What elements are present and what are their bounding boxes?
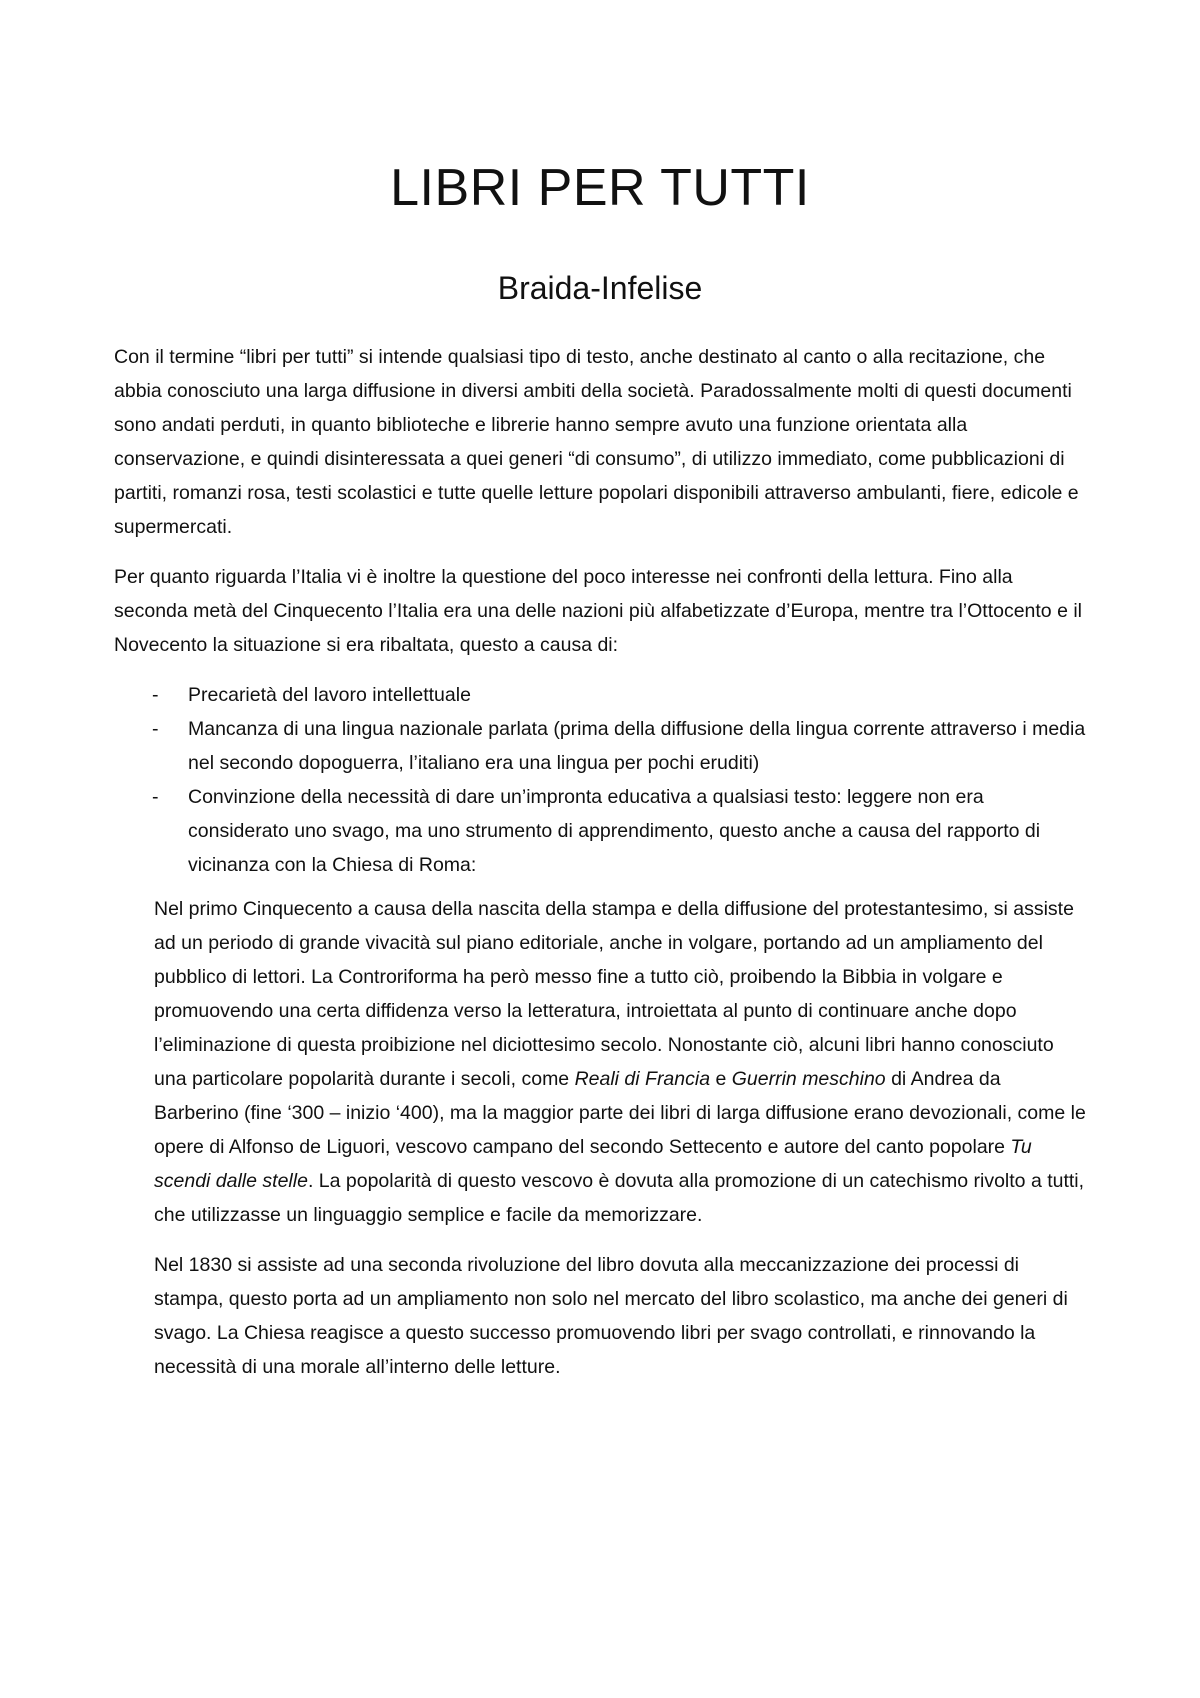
list-item-text: Convinzione della necessità di dare un’impronta educativa a qualsiasi testo: leggere non era considerato uno svago, ma uno strumento di apprendimento, questo anche a causa del rapporto di vicinanza con la Chiesa di Roma: [188, 786, 1041, 876]
list-item-text: Precarietà del lavoro intellettuale [188, 684, 471, 706]
paragraph-text: e [710, 1068, 732, 1090]
list-dash: - [152, 786, 159, 808]
book-title-italic: Guerrin meschino [731, 1068, 886, 1090]
paragraph-text: Nel primo Cinquecento a causa della nascita della stampa e della diffusione del protestantesimo, si assiste ad un periodo di grande vivacità sul piano editoriale, anche in volgare, portando ad un ampliamento del pubblico di lettori. La Controriforma ha però messo fine a tutto ciò, proibendo la Bibbia in volgare e promuovendo una certa diffidenza verso la letteratura, introiettata al punto di continuare anche dopo l’eliminazione di questa proibizione nel diciottesimo secolo. Nonostante ciò, alcuni libri hanno conosciuto una particolare popolarità durante i secoli, come [154, 898, 1074, 1090]
paragraph-intro: Con il termine “libri per tutti” si intende qualsiasi tipo di testo, anche destinato al canto o alla recitazione, che abbia conosciuto una larga diffusione in diversi ambiti della società. Paradossalmente molti di questi documenti sono andati perduti, in quanto biblioteche e librerie hanno sempre avuto una funzione orientata alla conservazione, e quindi disinteressata a quei generi “di consumo”, di utilizzo immediato, come pubblicazioni di partiti, romanzi rosa, testi scolastici e tutte quelle letture popolari disponibili attraverso ambulanti, fiere, edicole e supermercati. [114, 346, 1079, 538]
list-item [114, 678, 1089, 712]
list-item [114, 780, 1089, 882]
document-subtitle: Braida-Infelise [497, 270, 703, 306]
paragraph-cinquecento [114, 892, 1089, 1232]
paragraph-1830: Nel 1830 si assiste ad una seconda rivoluzione del libro dovuta alla meccanizzazione dei processi di stampa, questo porta ad un ampliamento non solo nel mercato del libro scolastico, ma anche dei generi di svago. La Chiesa reagisce a questo successo promuovendo libri per svago controllati, e rinnovando la necessità di una morale all’interno delle letture. [154, 1254, 1068, 1378]
paragraph-text: di Andrea da Barberino (fine ‘300 – inizio ‘400), ma la maggior parte dei libri di larga diffusione erano devozionali, come le opere di Alfonso de Liguori, vescovo campano del secondo Settecento e autore del canto popolare [154, 1068, 1086, 1158]
paragraph-text: . La popolarità di questo vescovo è dovuta alla promozione di un catechismo rivolto a tutti, che utilizzasse un linguaggio semplice e facile da memorizzare. [154, 1170, 1085, 1226]
list-item-text: Mancanza di una lingua nazionale parlata (prima della diffusione della lingua corrente attraverso i media nel secondo dopoguerra, l’italiano era una lingua per pochi eruditi) [188, 718, 1086, 774]
book-title-italic: Reali di Francia [574, 1068, 711, 1090]
list-dash: - [152, 718, 159, 740]
list-item [114, 712, 1089, 780]
list-dash: - [152, 684, 159, 706]
document-title: LIBRI PER TUTTI [390, 159, 810, 217]
song-title-italic: Tu scendi dalle stelle [154, 1136, 1032, 1192]
paragraph-italy: Per quanto riguarda l’Italia vi è inoltre la questione del poco interesse nei confronti della lettura. Fino alla seconda metà del Cinquecento l’Italia era una delle nazioni più alfabetizzate d’Europa, mentre tra l’Ottocento e il Novecento la situazione si era ribaltata, questo a causa di: [114, 566, 1083, 656]
document-body [114, 340, 1089, 1400]
causes-list [114, 678, 1089, 882]
